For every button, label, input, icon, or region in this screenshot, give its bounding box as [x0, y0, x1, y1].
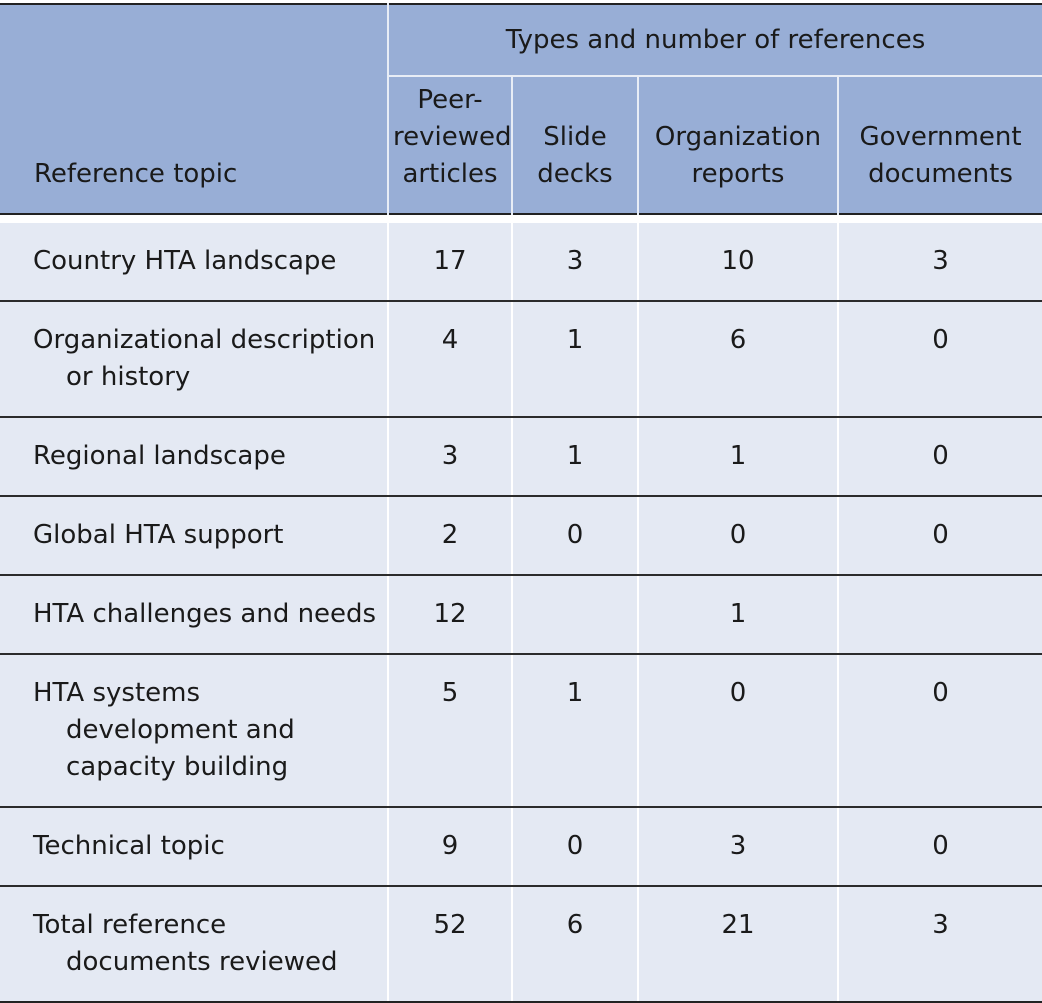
cell-slide-decks: 3	[512, 223, 638, 301]
cell-peer-reviewed: 17	[388, 223, 512, 301]
cell-government-documents: 0	[838, 807, 1042, 886]
cell-slide-decks: 1	[512, 654, 638, 807]
table-row	[0, 223, 1042, 301]
cell-government-documents	[838, 575, 1042, 654]
topic-column-header: Reference topic	[0, 4, 388, 214]
cell-peer-reviewed: 2	[388, 496, 512, 575]
column-header-peer-reviewed: Peer-reviewed articles	[388, 76, 512, 214]
row-topic: HTA systems development and capacity building	[0, 654, 388, 807]
cell-slide-decks: 0	[512, 496, 638, 575]
cell-peer-reviewed: 52	[388, 886, 512, 1002]
column-header-government-documents: Government documents	[838, 76, 1042, 214]
cell-government-documents: 0	[838, 654, 1042, 807]
cell-government-documents: 0	[838, 301, 1042, 417]
cell-peer-reviewed: 3	[388, 417, 512, 496]
cell-slide-decks: 0	[512, 807, 638, 886]
row-topic: Total reference documents reviewed	[0, 886, 388, 1002]
cell-organization-reports: 6	[638, 301, 838, 417]
reference-table	[0, 3, 1042, 1003]
cell-organization-reports: 1	[638, 575, 838, 654]
cell-peer-reviewed: 4	[388, 301, 512, 417]
cell-peer-reviewed: 9	[388, 807, 512, 886]
row-topic: Organizational description or history	[0, 301, 388, 417]
cell-organization-reports: 3	[638, 807, 838, 886]
table-row	[0, 301, 1042, 417]
table-header	[0, 4, 1042, 214]
row-topic: HTA challenges and needs	[0, 575, 388, 654]
cell-organization-reports: 0	[638, 654, 838, 807]
cell-slide-decks: 1	[512, 301, 638, 417]
cell-peer-reviewed: 12	[388, 575, 512, 654]
cell-organization-reports: 0	[638, 496, 838, 575]
header-spacer	[0, 214, 1042, 223]
table-row	[0, 575, 1042, 654]
table-row	[0, 807, 1042, 886]
cell-peer-reviewed: 5	[388, 654, 512, 807]
row-topic: Regional landscape	[0, 417, 388, 496]
cell-organization-reports: 21	[638, 886, 838, 1002]
row-topic: Global HTA support	[0, 496, 388, 575]
cell-government-documents: 3	[838, 223, 1042, 301]
column-header-slide-decks: Slide decks	[512, 76, 638, 214]
table-row-total	[0, 886, 1042, 1002]
row-topic: Country HTA landscape	[0, 223, 388, 301]
cell-government-documents: 0	[838, 417, 1042, 496]
header-row-group	[0, 4, 1042, 76]
cell-slide-decks: 1	[512, 417, 638, 496]
cell-government-documents: 3	[838, 886, 1042, 1002]
cell-slide-decks: 6	[512, 886, 638, 1002]
table-row	[0, 496, 1042, 575]
table-row	[0, 654, 1042, 807]
cell-organization-reports: 1	[638, 417, 838, 496]
table-body	[0, 214, 1042, 1002]
cell-slide-decks	[512, 575, 638, 654]
group-column-header: Types and number of references	[388, 4, 1042, 76]
table-row	[0, 417, 1042, 496]
cell-government-documents: 0	[838, 496, 1042, 575]
column-header-organization-reports: Organization reports	[638, 76, 838, 214]
cell-organization-reports: 10	[638, 223, 838, 301]
row-topic: Technical topic	[0, 807, 388, 886]
